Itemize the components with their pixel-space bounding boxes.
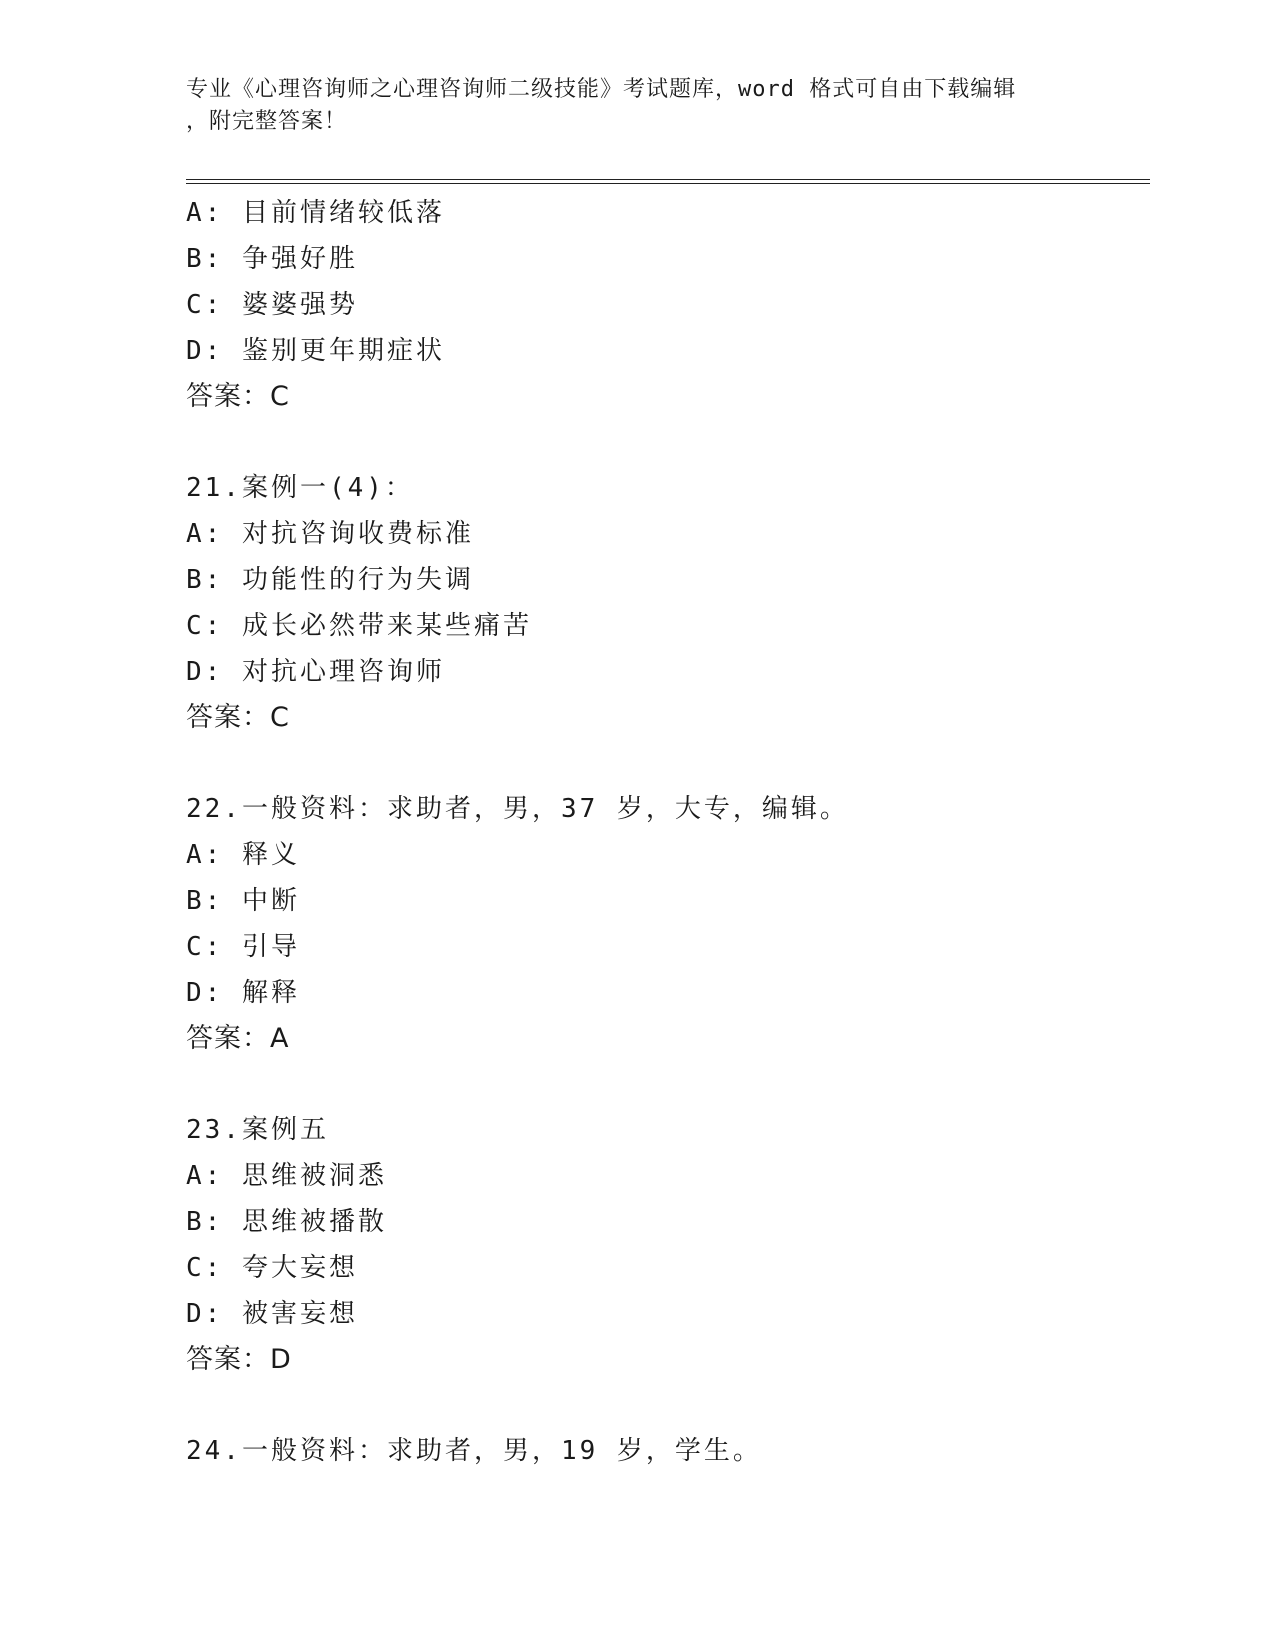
option-d: D: 鉴别更年期症状	[186, 336, 445, 366]
option-a: A: 对抗咨询收费标准	[186, 519, 474, 549]
option-d: D: 被害妄想	[186, 1299, 358, 1329]
option-c: C: 婆婆强势	[186, 290, 358, 320]
question-block	[186, 1107, 1150, 1383]
question-stem: 21.案例一(4)：	[186, 473, 414, 503]
answer-line: 答案：D	[186, 1344, 292, 1375]
option-b: B: 思维被播散	[186, 1207, 387, 1237]
option-c: C: 夸大妄想	[186, 1253, 358, 1283]
header-line-2: ，附完整答案！	[186, 109, 348, 134]
option-a: A: 思维被洞悉	[186, 1161, 387, 1191]
question-block	[186, 190, 1150, 420]
question-block	[186, 786, 1150, 1062]
option-c: C: 引导	[186, 932, 300, 962]
answer-line: 答案：A	[186, 1023, 290, 1054]
option-b: B: 争强好胜	[186, 244, 358, 274]
option-d: D: 解释	[186, 978, 300, 1008]
question-stem: 23.案例五	[186, 1115, 329, 1145]
question-stem: 22.一般资料：求助者，男，37 岁，大专，编辑。	[186, 794, 849, 824]
answer-line: 答案：C	[186, 381, 290, 412]
option-a: A: 释义	[186, 840, 300, 870]
option-d: D: 对抗心理咨询师	[186, 657, 445, 687]
option-b: B: 功能性的行为失调	[186, 565, 474, 595]
question-block	[186, 1428, 1150, 1474]
option-c: C: 成长必然带来某些痛苦	[186, 611, 532, 641]
option-a: A: 目前情绪较低落	[186, 198, 445, 228]
question-list	[186, 190, 1150, 1474]
document-header	[186, 74, 1086, 138]
header-divider-bottom	[186, 183, 1150, 184]
header-line-1: 专业《心理咨询师之心理咨询师二级技能》考试题库，word 格式可自由下载编辑	[186, 77, 1017, 102]
option-b: B: 中断	[186, 886, 300, 916]
question-stem: 24.一般资料：求助者，男，19 岁，学生。	[186, 1436, 762, 1466]
question-block	[186, 465, 1150, 741]
answer-line: 答案：C	[186, 702, 290, 733]
header-divider-top	[186, 179, 1150, 180]
